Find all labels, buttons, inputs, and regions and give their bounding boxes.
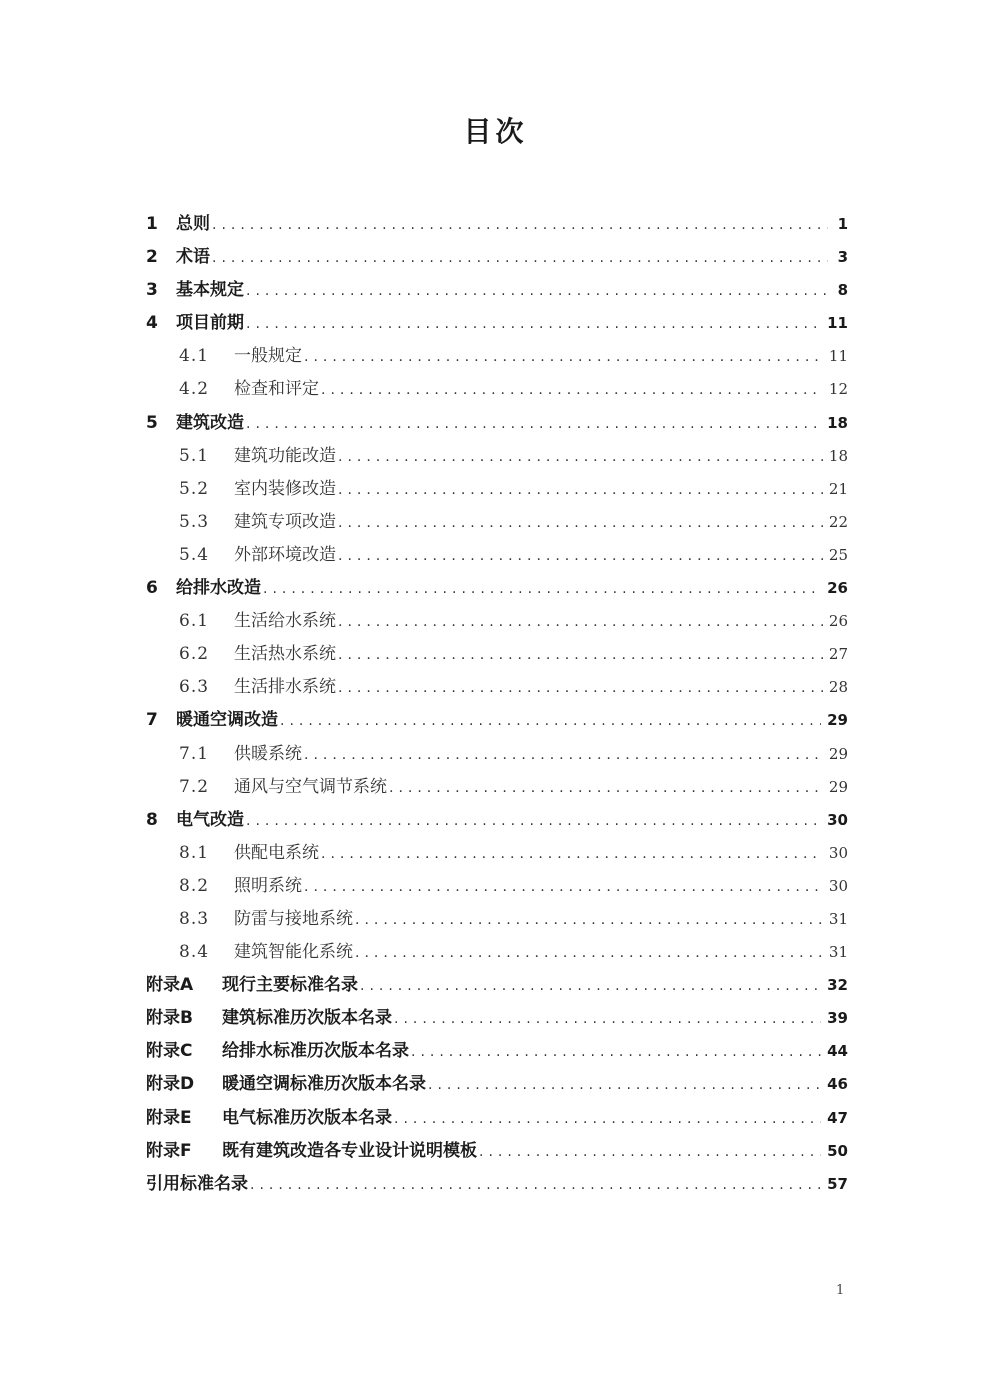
toc-entry[interactable]: [146, 936, 848, 969]
toc-entry[interactable]: [146, 407, 848, 440]
toc-entry-page: 30: [827, 810, 848, 829]
toc-entry-label: 生活排水系统: [234, 677, 336, 698]
toc-entry-page: 21: [828, 479, 848, 498]
toc-entry-label: 引用标准名录: [146, 1173, 248, 1194]
toc-entry-page: 3: [837, 248, 848, 267]
toc-entry-label: 防雷与接地系统: [234, 908, 353, 929]
toc-entry[interactable]: [146, 771, 848, 804]
dot-leader: [394, 1003, 821, 1036]
toc-entry-page: 30: [828, 876, 848, 895]
toc-entry[interactable]: [146, 738, 848, 771]
toc-entry-label: 项目前期: [176, 313, 244, 334]
dot-leader: [321, 838, 823, 871]
toc-entry[interactable]: [146, 506, 848, 539]
toc-entry-label: 照明系统: [234, 875, 302, 896]
toc-entry[interactable]: [146, 340, 848, 373]
dot-leader: [212, 242, 828, 275]
toc-entry[interactable]: [146, 1102, 848, 1135]
dot-leader: [479, 1136, 821, 1169]
toc-entry-label: 给排水改造: [176, 578, 261, 599]
toc-entry-page: 30: [828, 843, 848, 862]
page-number: 1: [836, 1283, 845, 1298]
toc-entry-page: 57: [827, 1174, 848, 1193]
toc-entry[interactable]: [146, 241, 848, 274]
toc-entry-label: 建筑功能改造: [234, 445, 336, 466]
dot-leader: [321, 374, 823, 407]
toc-entry-number: 2: [146, 247, 158, 268]
toc-entry-label: 电气标准历次版本名录: [222, 1107, 392, 1128]
toc-entry-page: 26: [827, 579, 848, 598]
toc-entry-page: 18: [828, 446, 848, 465]
dot-leader: [263, 573, 821, 606]
toc-entry-label: 术语: [176, 247, 210, 268]
toc-entry[interactable]: [146, 804, 848, 837]
toc-entry-label: 总则: [176, 214, 210, 234]
toc-entry[interactable]: [146, 704, 848, 737]
dot-leader: [338, 639, 823, 672]
toc-entry-page: 27: [828, 645, 848, 664]
toc-entry-number: 4.1: [179, 346, 210, 367]
toc-entry-label: 通风与空气调节系统: [234, 776, 387, 797]
dot-leader: [338, 474, 823, 507]
toc-entry[interactable]: [146, 307, 848, 340]
dot-leader: [428, 1069, 821, 1102]
toc-entry-number: 附录B: [146, 1008, 193, 1029]
toc-entry-page: 18: [827, 413, 848, 432]
dot-leader: [338, 672, 823, 705]
toc-entry-number: 附录D: [146, 1074, 195, 1095]
dot-leader: [246, 275, 828, 308]
dot-leader: [355, 904, 823, 937]
toc-entry-page: 12: [828, 380, 848, 399]
toc-entry-label: 既有建筑改造各专业设计说明模板: [222, 1140, 477, 1161]
toc-entry-page: 31: [828, 943, 848, 962]
dot-leader: [338, 507, 823, 540]
toc-entry-label: 建筑标准历次版本名录: [222, 1008, 392, 1029]
toc-entry[interactable]: [146, 1168, 848, 1201]
toc-entry-number: 6.3: [179, 677, 210, 698]
toc-entry[interactable]: [146, 1035, 848, 1068]
dot-leader: [246, 408, 821, 441]
toc-entry[interactable]: [146, 208, 848, 241]
toc-entry-page: 25: [828, 545, 848, 564]
toc-entry-page: 39: [827, 1009, 848, 1028]
toc-entry-label: 一般规定: [234, 346, 302, 367]
toc-entry-page: 31: [828, 909, 848, 928]
toc-entry-number: 6.2: [179, 644, 210, 665]
toc-entry[interactable]: [146, 274, 848, 307]
dot-leader: [250, 1169, 821, 1202]
toc-entry-number: 8: [146, 809, 158, 830]
toc-entry[interactable]: [146, 373, 848, 406]
dot-leader: [355, 937, 823, 970]
toc-entry-page: 47: [827, 1108, 848, 1127]
toc-entry-label: 检查和评定: [234, 379, 319, 400]
toc-entry-page: 8: [837, 281, 848, 300]
toc-entry-label: 生活给水系统: [234, 611, 336, 632]
toc-entry[interactable]: [146, 1002, 848, 1035]
toc-entry-number: 3: [146, 280, 158, 301]
dot-leader: [304, 739, 823, 772]
dot-leader: [360, 970, 821, 1003]
dot-leader: [304, 341, 823, 374]
toc-entry[interactable]: [146, 605, 848, 638]
toc-entry-number: 8.4: [179, 942, 210, 963]
toc-entry-label: 建筑智能化系统: [234, 942, 353, 963]
toc-entry[interactable]: [146, 837, 848, 870]
toc-entry-number: 6.1: [179, 611, 210, 632]
toc-entry-page: 11: [828, 347, 848, 366]
toc-entry-page: 44: [827, 1042, 848, 1061]
dot-leader: [304, 871, 823, 904]
toc-entry[interactable]: [146, 539, 848, 572]
dot-leader: [338, 606, 823, 639]
toc-entry[interactable]: [146, 903, 848, 936]
toc-entry-label: 生活热水系统: [234, 644, 336, 665]
toc-entry-page: 22: [828, 512, 848, 531]
toc-entry-number: 5.1: [179, 445, 210, 466]
toc-title: 目次: [463, 115, 528, 148]
dot-leader: [389, 772, 823, 805]
toc-entry-number: 附录E: [146, 1107, 192, 1128]
toc-entry[interactable]: [146, 473, 848, 506]
toc-entry[interactable]: [146, 1135, 848, 1168]
toc-entry-label: 电气改造: [176, 809, 244, 830]
toc-entry[interactable]: [146, 440, 848, 473]
toc-entry-label: 建筑改造: [176, 412, 244, 433]
dot-leader: [212, 209, 828, 242]
toc-entry-number: 1: [146, 214, 158, 234]
dot-leader: [246, 308, 821, 341]
dot-leader: [338, 540, 823, 573]
toc-entry-page: 29: [827, 711, 848, 730]
toc-entry[interactable]: [146, 638, 848, 671]
toc-entry-page: 1: [837, 215, 848, 233]
toc-entry-number: 附录A: [146, 975, 194, 996]
toc-entry-number: 8.1: [179, 842, 210, 863]
toc-entry-number: 5.4: [179, 544, 210, 565]
toc-entry-page: 26: [828, 612, 848, 631]
table-of-contents: [146, 208, 848, 1201]
toc-entry-label: 建筑专项改造: [234, 511, 336, 532]
toc-entry-page: 29: [828, 744, 848, 763]
toc-entry[interactable]: [146, 969, 848, 1002]
toc-entry-label: 供配电系统: [234, 842, 319, 863]
toc-entry-page: 29: [828, 777, 848, 796]
toc-entry-label: 基本规定: [176, 280, 244, 301]
toc-entry-number: 附录F: [146, 1140, 192, 1161]
toc-entry-page: 11: [827, 314, 848, 333]
toc-entry-page: 32: [827, 976, 848, 995]
toc-entry-page: 46: [827, 1075, 848, 1094]
toc-entry[interactable]: [146, 1068, 848, 1101]
toc-entry-number: 8.3: [179, 908, 210, 929]
toc-entry[interactable]: [146, 870, 848, 903]
toc-entry-label: 外部环境改造: [234, 544, 336, 565]
toc-entry-label: 供暖系统: [234, 743, 302, 764]
toc-entry-number: 8.2: [179, 875, 210, 896]
toc-entry-number: 7.2: [179, 776, 210, 797]
toc-entry-label: 现行主要标准名录: [222, 975, 358, 996]
toc-entry-number: 4.2: [179, 379, 210, 400]
toc-entry-page: 28: [828, 678, 848, 697]
toc-entry[interactable]: [146, 671, 848, 704]
toc-entry-number: 6: [146, 578, 158, 599]
toc-entry[interactable]: [146, 572, 848, 605]
toc-entry-label: 暖通空调改造: [176, 710, 278, 731]
dot-leader: [246, 805, 821, 838]
dot-leader: [338, 441, 823, 474]
toc-entry-number: 附录C: [146, 1041, 193, 1062]
toc-entry-label: 室内装修改造: [234, 478, 336, 499]
toc-entry-number: 7.1: [179, 743, 210, 764]
toc-entry-number: 5: [146, 412, 158, 433]
dot-leader: [280, 705, 821, 738]
toc-entry-page: 50: [827, 1141, 848, 1160]
toc-entry-number: 4: [146, 313, 158, 334]
dot-leader: [394, 1103, 821, 1136]
toc-entry-number: 5.2: [179, 478, 210, 499]
toc-entry-number: 7: [146, 710, 158, 731]
dot-leader: [411, 1036, 821, 1069]
toc-entry-number: 5.3: [179, 511, 210, 532]
toc-entry-label: 给排水标准历次版本名录: [222, 1041, 409, 1062]
toc-entry-label: 暖通空调标准历次版本名录: [222, 1074, 426, 1095]
